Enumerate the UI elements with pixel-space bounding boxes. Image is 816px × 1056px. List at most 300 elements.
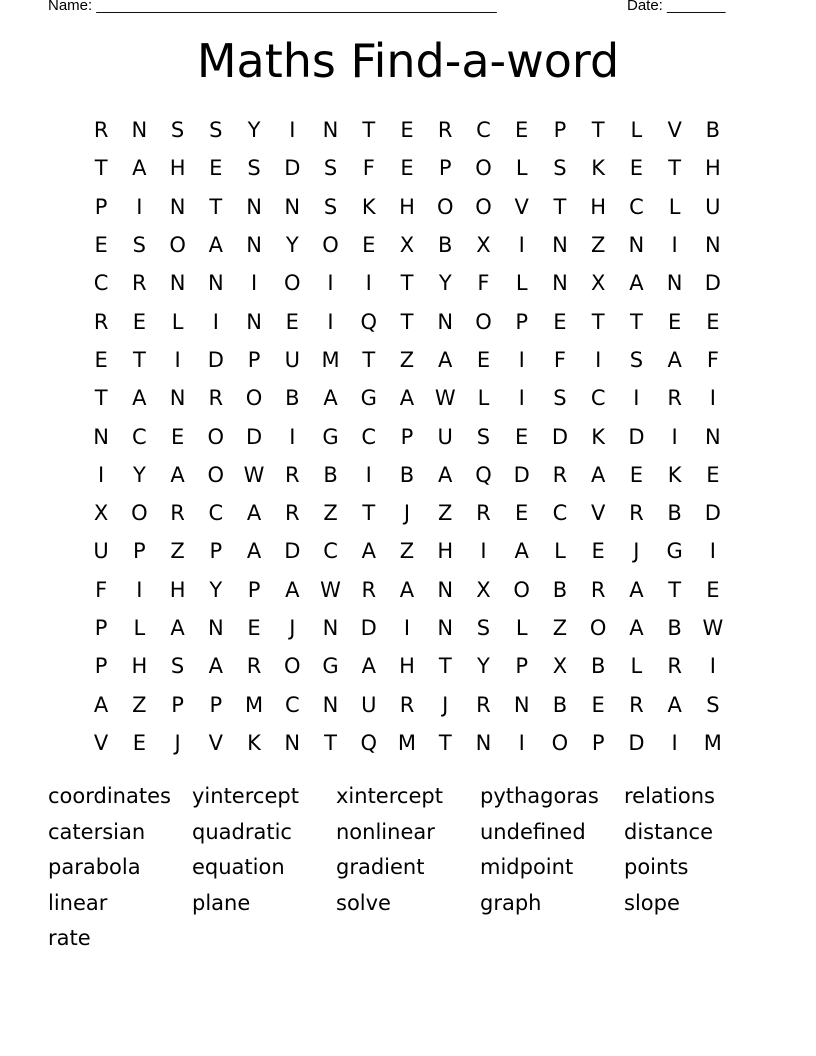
- grid-letter: I: [136, 194, 143, 219]
- grid-letter: H: [131, 654, 148, 679]
- grid-letter: R: [590, 577, 606, 602]
- grid-letter: A: [361, 539, 376, 564]
- name-field-label: Name: ________________________________________________: [48, 0, 497, 14]
- grid-letter: N: [131, 118, 148, 143]
- grid-letter: I: [403, 616, 411, 640]
- grid-letter: E: [132, 309, 146, 334]
- grid-letter: E: [515, 118, 529, 143]
- grid-letter: E: [515, 424, 529, 449]
- word-list-item: yintercept: [192, 784, 299, 808]
- grid-letter: R: [284, 462, 300, 487]
- grid-letter: X: [399, 233, 415, 258]
- grid-row: [82, 111, 732, 149]
- grid-letter: E: [515, 501, 529, 526]
- grid-letter: I: [595, 347, 602, 372]
- grid-letter: P: [94, 616, 108, 640]
- grid-letter: D: [284, 539, 301, 564]
- grid-letter: S: [553, 156, 567, 181]
- grid-letter: Q: [360, 730, 378, 755]
- grid-letter: G: [322, 654, 339, 679]
- grid-letter: I: [633, 386, 640, 411]
- grid-letter: R: [246, 654, 262, 679]
- grid-letter: O: [245, 386, 263, 411]
- grid-letter: N: [513, 692, 530, 717]
- word-list-item: gradient: [336, 855, 425, 879]
- word-list-item: equation: [192, 855, 285, 879]
- grid-letter: A: [514, 539, 529, 564]
- grid-letter: O: [207, 462, 225, 487]
- grid-letter: A: [323, 386, 338, 411]
- grid-letter: I: [671, 233, 678, 258]
- date-field-label: Date: _______: [627, 0, 726, 14]
- grid-letter: T: [553, 194, 567, 219]
- grid-letter: A: [590, 462, 606, 487]
- grid-letter: T: [362, 347, 376, 372]
- grid-letter: T: [591, 118, 605, 143]
- grid-letter: Q: [475, 462, 492, 487]
- grid-letter: S: [706, 692, 720, 717]
- grid-letter: L: [515, 616, 528, 640]
- grid-letter: R: [93, 309, 109, 334]
- grid-letter: O: [322, 233, 339, 258]
- grid-letter: L: [515, 271, 528, 296]
- grid-letter: D: [207, 347, 224, 372]
- grid-letter: N: [169, 271, 186, 296]
- grid-letter: A: [208, 654, 223, 679]
- grid-letter: R: [552, 462, 568, 487]
- grid-letter: I: [518, 233, 525, 258]
- grid-letter: I: [365, 462, 372, 487]
- grid-letter: A: [208, 233, 223, 258]
- grid-letter: D: [704, 501, 721, 526]
- grid-row: [82, 456, 732, 494]
- grid-letter: A: [667, 692, 682, 717]
- grid-letter: V: [590, 501, 606, 526]
- grid-letter: A: [438, 347, 453, 372]
- grid-letter: A: [285, 577, 300, 602]
- grid-letter: Y: [477, 654, 490, 679]
- grid-letter: A: [170, 462, 185, 487]
- grid-letter: J: [633, 539, 640, 564]
- grid-letter: O: [436, 194, 454, 219]
- grid-letter: K: [591, 424, 606, 449]
- grid-letter: S: [553, 386, 567, 411]
- grid-letter: P: [591, 730, 605, 755]
- grid-letter: I: [709, 539, 716, 564]
- grid-letter: I: [709, 654, 716, 679]
- grid-letter: A: [361, 654, 376, 679]
- grid-letter: N: [475, 730, 492, 755]
- word-list-item: midpoint: [480, 855, 574, 879]
- grid-letter: N: [93, 424, 109, 449]
- grid-letter: B: [285, 386, 300, 411]
- grid-letter: B: [438, 233, 453, 258]
- grid-letter: O: [589, 616, 607, 640]
- grid-letter: A: [246, 539, 262, 564]
- grid-letter: T: [591, 309, 605, 334]
- grid-letter: N: [246, 233, 262, 258]
- grid-letter: Y: [209, 577, 223, 602]
- grid-letter: T: [438, 730, 452, 755]
- word-list-item: quadratic: [192, 819, 292, 844]
- grid-letter: V: [208, 730, 223, 755]
- grid-letter: R: [208, 386, 224, 411]
- grid-letter: N: [169, 194, 186, 219]
- grid-letter: J: [174, 730, 181, 755]
- grid-letter: Y: [247, 118, 261, 143]
- grid-letter: Z: [399, 347, 415, 372]
- grid-letter: B: [323, 462, 338, 487]
- grid-row: [82, 226, 732, 264]
- grid-letter: P: [400, 424, 414, 449]
- grid-letter: H: [169, 156, 186, 181]
- grid-row: [82, 724, 732, 762]
- grid-row: [82, 149, 732, 187]
- grid-row: [82, 647, 732, 685]
- grid-letter: L: [171, 309, 184, 334]
- grid-letter: O: [475, 309, 492, 334]
- grid-letter: I: [327, 271, 334, 296]
- word-list-item: catersian: [48, 819, 146, 844]
- grid-letter: J: [442, 692, 449, 717]
- grid-letter: U: [361, 692, 377, 717]
- grid-letter: I: [327, 309, 334, 334]
- grid-letter: I: [174, 347, 181, 372]
- grid-letter: T: [362, 118, 376, 143]
- grid-letter: A: [93, 692, 109, 717]
- grid-letter: E: [629, 462, 644, 487]
- grid-letter: L: [668, 194, 681, 219]
- grid-letter: P: [171, 692, 184, 717]
- grid-letter: C: [629, 194, 644, 219]
- grid-letter: M: [703, 730, 722, 755]
- grid-letter: E: [553, 309, 567, 334]
- grid-letter: I: [709, 386, 716, 411]
- grid-letter: N: [322, 118, 339, 143]
- grid-letter: W: [702, 616, 724, 640]
- grid-letter: R: [629, 692, 644, 717]
- grid-letter: N: [284, 194, 301, 219]
- grid-letter: D: [628, 730, 645, 755]
- grid-letter: I: [212, 309, 219, 334]
- grid-letter: N: [437, 577, 454, 602]
- grid-letter: E: [247, 616, 261, 640]
- word-list-item: xintercept: [336, 784, 443, 808]
- grid-row: [82, 571, 732, 609]
- grid-letter: E: [132, 730, 146, 755]
- grid-letter: N: [552, 271, 568, 296]
- grid-letter: T: [629, 309, 643, 334]
- grid-letter: I: [518, 386, 525, 411]
- grid-letter: Z: [170, 539, 185, 564]
- grid-letter: P: [515, 309, 529, 334]
- grid-letter: E: [285, 309, 299, 334]
- grid-letter: Q: [360, 309, 378, 334]
- grid-letter: L: [515, 156, 528, 181]
- grid-letter: S: [132, 233, 147, 258]
- grid-letter: R: [629, 501, 644, 526]
- grid-letter: A: [132, 386, 147, 411]
- grid-letter: H: [399, 654, 415, 679]
- grid-letter: E: [591, 692, 605, 717]
- grid-letter: C: [476, 118, 491, 143]
- grid-letter: R: [361, 577, 377, 602]
- grid-letter: T: [438, 654, 452, 679]
- grid-letter: P: [209, 692, 223, 717]
- grid-letter: Z: [399, 539, 415, 564]
- word-list-item: solve: [336, 890, 391, 915]
- letter-grid: [82, 111, 732, 762]
- grid-letter: O: [551, 730, 569, 755]
- grid-letter: T: [94, 386, 108, 411]
- grid-letter: O: [475, 156, 492, 181]
- grid-letter: P: [247, 577, 261, 602]
- grid-letter: Z: [323, 501, 338, 526]
- grid-row: [82, 188, 732, 226]
- grid-letter: N: [246, 194, 262, 219]
- grid-letter: V: [514, 194, 529, 219]
- grid-letter: E: [209, 156, 223, 181]
- grid-letter: N: [705, 424, 721, 449]
- grid-letter: A: [629, 271, 644, 296]
- grid-letter: Z: [438, 501, 453, 526]
- grid-letter: A: [170, 616, 185, 640]
- word-list-item: undefined: [480, 819, 586, 844]
- grid-letter: F: [477, 271, 490, 296]
- grid-letter: W: [320, 577, 341, 602]
- grid-letter: O: [513, 577, 530, 602]
- grid-letter: N: [207, 616, 224, 640]
- grid-row: [82, 341, 732, 379]
- grid-letter: A: [629, 577, 644, 602]
- grid-letter: R: [476, 692, 491, 717]
- grid-letter: T: [668, 156, 682, 181]
- grid-letter: J: [289, 616, 296, 640]
- grid-letter: E: [94, 347, 108, 372]
- grid-letter: N: [284, 730, 301, 755]
- grid-letter: R: [284, 501, 300, 526]
- grid-letter: N: [437, 309, 454, 334]
- grid-letter: B: [399, 462, 415, 487]
- grid-letter: H: [169, 577, 186, 602]
- grid-letter: E: [476, 347, 491, 372]
- word-list-item: slope: [624, 890, 680, 915]
- grid-letter: V: [93, 730, 109, 755]
- grid-letter: R: [476, 501, 491, 526]
- word-list: [48, 782, 768, 954]
- grid-letter: N: [628, 233, 645, 258]
- grid-letter: P: [133, 539, 146, 564]
- grid-letter: H: [590, 194, 607, 219]
- grid-letter: T: [324, 730, 337, 755]
- grid-letter: F: [362, 156, 375, 181]
- grid-letter: A: [667, 347, 682, 372]
- grid-letter: I: [671, 730, 678, 755]
- grid-letter: R: [170, 501, 185, 526]
- grid-letter: K: [361, 194, 376, 219]
- grid-letter: W: [434, 386, 456, 411]
- grid-letter: N: [169, 386, 186, 411]
- grid-letter: P: [209, 539, 223, 564]
- grid-letter: S: [476, 424, 491, 449]
- grid-letter: Y: [285, 233, 299, 258]
- grid-letter: F: [706, 347, 719, 372]
- grid-letter: Y: [132, 462, 146, 487]
- grid-letter: I: [136, 577, 143, 602]
- grid-letter: S: [247, 156, 261, 181]
- grid-letter: B: [552, 577, 568, 602]
- grid-letter: S: [323, 194, 338, 219]
- grid-letter: B: [667, 616, 682, 640]
- grid-letter: B: [590, 654, 606, 679]
- grid-row: [82, 417, 732, 455]
- grid-letter: I: [671, 424, 678, 449]
- grid-letter: O: [475, 194, 492, 219]
- word-list-item: parabola: [48, 855, 141, 879]
- grid-letter: O: [284, 271, 301, 296]
- grid-letter: R: [667, 386, 682, 411]
- grid-letter: R: [399, 692, 415, 717]
- word-list-item: graph: [480, 890, 542, 915]
- grid-letter: U: [437, 424, 453, 449]
- grid-letter: S: [476, 616, 491, 640]
- grid-letter: P: [515, 654, 529, 679]
- grid-letter: S: [629, 347, 644, 372]
- grid-letter: X: [590, 271, 606, 296]
- grid-letter: E: [170, 424, 185, 449]
- grid-letter: M: [397, 730, 417, 755]
- grid-letter: D: [360, 616, 377, 640]
- grid-row: [82, 685, 732, 723]
- grid-letter: N: [207, 271, 224, 296]
- grid-letter: E: [706, 577, 720, 602]
- grid-letter: R: [132, 271, 147, 296]
- grid-letter: C: [361, 424, 377, 449]
- grid-letter: L: [477, 386, 490, 411]
- word-list-item: rate: [48, 926, 91, 950]
- grid-letter: G: [360, 386, 377, 411]
- grid-letter: A: [438, 462, 453, 487]
- grid-letter: T: [362, 501, 376, 526]
- grid-letter: T: [668, 577, 682, 602]
- grid-letter: A: [629, 616, 644, 640]
- grid-row: [82, 379, 732, 417]
- grid-letter: P: [438, 156, 452, 181]
- grid-letter: O: [131, 501, 148, 526]
- grid-letter: N: [322, 616, 339, 640]
- grid-letter: U: [705, 194, 721, 219]
- grid-letter: C: [132, 424, 147, 449]
- grid-letter: M: [244, 692, 264, 717]
- grid-letter: N: [552, 233, 568, 258]
- grid-letter: E: [706, 309, 720, 334]
- grid-letter: Y: [438, 271, 452, 296]
- grid-letter: I: [480, 539, 487, 564]
- grid-letter: C: [323, 539, 338, 564]
- grid-letter: E: [629, 156, 644, 181]
- grid-letter: R: [437, 118, 453, 143]
- grid-row: [82, 532, 732, 570]
- grid-letter: K: [591, 156, 606, 181]
- grid-row: [82, 609, 732, 647]
- grid-letter: P: [94, 194, 108, 219]
- grid-letter: G: [666, 539, 683, 564]
- grid-letter: N: [322, 692, 339, 717]
- grid-letter: C: [284, 692, 300, 717]
- grid-letter: P: [553, 118, 567, 143]
- grid-letter: G: [322, 424, 339, 449]
- grid-letter: Z: [132, 692, 147, 717]
- grid-letter: H: [437, 539, 454, 564]
- grid-letter: R: [93, 118, 109, 143]
- grid-letter: C: [590, 386, 606, 411]
- grid-letter: A: [246, 501, 262, 526]
- grid-letter: S: [170, 654, 185, 679]
- grid-letter: U: [284, 347, 300, 372]
- grid-letter: I: [289, 118, 296, 143]
- grid-letter: N: [246, 309, 262, 334]
- grid-letter: T: [209, 194, 223, 219]
- grid-letter: B: [705, 118, 721, 143]
- word-list-item: points: [624, 855, 689, 879]
- grid-letter: K: [667, 462, 682, 487]
- grid-letter: L: [554, 539, 566, 564]
- grid-letter: X: [476, 577, 491, 602]
- grid-letter: F: [553, 347, 566, 372]
- grid-letter: T: [94, 156, 108, 181]
- grid-letter: F: [95, 577, 108, 602]
- grid-letter: E: [706, 462, 720, 487]
- grid-letter: X: [552, 654, 568, 679]
- grid-letter: A: [399, 386, 415, 411]
- grid-letter: D: [551, 424, 569, 449]
- grid-letter: H: [704, 156, 721, 181]
- grid-letter: S: [170, 118, 185, 143]
- word-list-item: nonlinear: [336, 819, 435, 844]
- word-list-item: linear: [48, 890, 108, 915]
- grid-letter: E: [667, 309, 682, 334]
- grid-row: [82, 264, 732, 302]
- grid-letter: D: [704, 271, 721, 296]
- grid-letter: E: [94, 233, 108, 258]
- grid-letter: B: [667, 501, 682, 526]
- grid-letter: I: [518, 730, 525, 755]
- grid-letter: I: [289, 424, 296, 449]
- grid-letter: C: [552, 501, 568, 526]
- grid-letter: O: [284, 654, 301, 679]
- grid-letter: T: [400, 271, 414, 296]
- grid-row: [82, 302, 732, 340]
- grid-letter: B: [552, 692, 568, 717]
- grid-letter: I: [518, 347, 525, 372]
- word-list-item: relations: [624, 784, 715, 808]
- grid-letter: V: [667, 118, 682, 143]
- grid-letter: P: [94, 654, 108, 679]
- grid-letter: S: [323, 156, 338, 181]
- grid-letter: X: [476, 233, 491, 258]
- grid-letter: H: [399, 194, 415, 219]
- grid-letter: P: [247, 347, 261, 372]
- grid-letter: I: [98, 462, 105, 487]
- grid-letter: Z: [552, 616, 568, 640]
- grid-letter: D: [628, 424, 645, 449]
- grid-letter: E: [400, 156, 414, 181]
- grid-letter: L: [630, 654, 643, 679]
- grid-letter: W: [243, 462, 265, 487]
- grid-letter: D: [513, 462, 530, 487]
- word-list-item: coordinates: [48, 784, 171, 808]
- grid-letter: O: [207, 424, 225, 449]
